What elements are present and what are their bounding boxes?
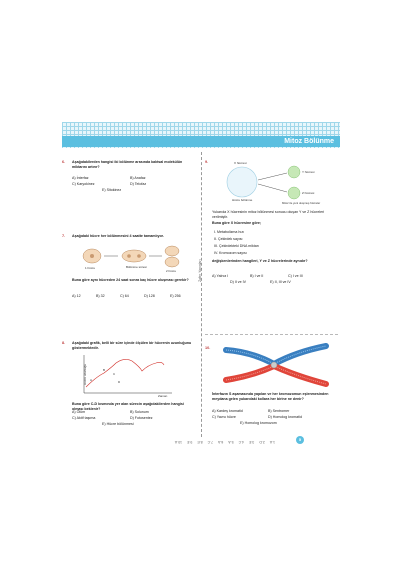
- option-e[interactable]: E) Sitokinez: [102, 188, 122, 192]
- answer-8: 8.E: [197, 440, 203, 444]
- answer-4: 4.C: [238, 440, 245, 444]
- mitosis-figure: [212, 160, 337, 212]
- arrow-to-y: [258, 173, 287, 180]
- question-prompt: İnterfazın S aşamasında yapılan ve her kromozomun eşlenmesinden meydana gelen yukarıdaki kollara her birine ne denir?: [212, 392, 329, 401]
- y-axis-label: Hücre uzunluğu: [83, 363, 87, 385]
- point-c: C: [113, 372, 116, 376]
- item-1: I. Metabolizma hızı: [214, 230, 245, 234]
- answer-10: 10.A: [174, 440, 183, 444]
- option-a[interactable]: A) Yalnız I: [212, 274, 229, 278]
- daughter-cell: [165, 246, 179, 256]
- answer-9: 9.E: [187, 440, 193, 444]
- question-lead: Buna göre X hücresine göre;: [212, 221, 262, 225]
- answer-1: 1.A: [269, 440, 275, 444]
- question-text: Aşağıdaki hücre her bölünmesini 4 saatte tamamlıyor.: [72, 234, 164, 238]
- option-c[interactable]: C) I ve III: [288, 274, 303, 278]
- option-a[interactable]: A) 12: [72, 294, 81, 298]
- centromere: [271, 362, 277, 368]
- daughter-cell: [165, 257, 179, 267]
- answer-7: 7.C: [207, 440, 214, 444]
- label-two-cells: 2 hücre: [166, 269, 177, 273]
- x-axis-label: Zaman: [158, 394, 168, 397]
- answer-5: 5.A: [228, 440, 234, 444]
- question-number: 9.: [205, 160, 209, 164]
- label-y: Y hücresi: [302, 170, 315, 174]
- cell-length-graph: [76, 353, 176, 397]
- option-b[interactable]: B) Solunum: [130, 410, 149, 414]
- option-a[interactable]: A) Ölüm: [72, 410, 86, 414]
- option-d[interactable]: D) Telofaz: [130, 182, 147, 186]
- nucleus: [137, 254, 141, 258]
- cell-division-figure: [82, 243, 192, 275]
- question-number: 8.: [62, 341, 66, 345]
- question-prompt: Buna göre aynı hücreden 24 saat sonra kaç hücre oluşması gerekir?: [72, 278, 189, 282]
- page-number-badge: 5: [296, 436, 304, 444]
- chromosome-figure: [222, 342, 332, 390]
- nucleus: [90, 254, 94, 258]
- option-d[interactable]: D) 128: [144, 294, 155, 298]
- page-title: Mitoz Bölünme: [284, 138, 334, 145]
- publisher-side-label: Zafer Yayınları: [198, 259, 202, 282]
- question-number: 6.: [62, 160, 66, 164]
- z-cell: [288, 187, 300, 199]
- point-a: A: [90, 378, 93, 382]
- option-c[interactable]: C) Karyokinez: [72, 182, 95, 186]
- option-b[interactable]: B) Sentromer: [268, 409, 290, 413]
- label-cell-division: Hücre bölünme: [232, 198, 253, 202]
- item-4: IV. Kromozom sayısı: [214, 251, 247, 255]
- point-b: B: [103, 368, 106, 372]
- option-c[interactable]: C) Aktif taşıma: [72, 416, 96, 420]
- x-cell: [227, 167, 257, 197]
- label-x: X hücresi: [234, 161, 247, 165]
- option-e[interactable]: E) Hücre bölünmesi: [102, 422, 134, 426]
- option-d[interactable]: D) II ve IV: [230, 280, 246, 284]
- label-new-cells: Mitoz ile yeni oluşmuş hücreler: [282, 201, 321, 205]
- y-cell: [288, 166, 300, 178]
- answer-2: 2.D: [259, 440, 265, 444]
- worksheet: [62, 152, 340, 452]
- answer-3: 3.E: [249, 440, 255, 444]
- item-2: II. Çekirdek sayısı: [214, 237, 243, 241]
- option-b[interactable]: B) I ve II: [250, 274, 264, 278]
- option-e[interactable]: E) II, III ve IV: [270, 280, 291, 284]
- point-d: D: [118, 380, 121, 384]
- option-c[interactable]: C) 64: [120, 294, 129, 298]
- question-prompt: değişkenlerinden hangileri, Y ve Z hücrelerinde aynıdır?: [212, 259, 308, 263]
- question-text: Aşağıdakilerden hangisi iki bölünme arasında kalıtsal molekülün miktarını artırır?: [72, 160, 183, 169]
- question-text: Yukarıda X hücresinin mitoz bölünmesi sonucu oluşan Y ve Z hücreleri verilmiştir.: [212, 210, 325, 219]
- section-separator: [205, 334, 338, 335]
- label-z: Z hücresi: [302, 191, 315, 195]
- growth-curve: [86, 359, 164, 387]
- option-e[interactable]: E) Homolog kromozom: [240, 421, 277, 425]
- dividing-cell: [122, 250, 146, 262]
- option-c[interactable]: C) Yavru hücre: [212, 415, 236, 419]
- option-d[interactable]: D) Homolog kromatid: [268, 415, 302, 419]
- question-number: 7.: [62, 234, 66, 238]
- option-b[interactable]: B) 32: [96, 294, 105, 298]
- nucleus: [127, 254, 131, 258]
- answer-6: 6.A: [218, 440, 224, 444]
- option-a[interactable]: A) İnterfaz: [72, 176, 89, 180]
- blue-chromatid: [226, 346, 326, 364]
- label-division-time: Bölünme süresi: [126, 265, 147, 269]
- item-3: III. Çekirdekteki DNA miktarı: [214, 244, 259, 248]
- arrow-to-z: [258, 184, 287, 192]
- column-divider: [201, 152, 202, 437]
- red-chromatid: [226, 366, 326, 384]
- question-prompt: Buna göre C-D kısmında yer alan sürecin aşağıdakilerden hangisi olması beklenir?: [72, 402, 184, 411]
- label-one-cell: 1 hücre: [85, 266, 96, 270]
- option-a[interactable]: A) Kardeş kromatid: [212, 409, 243, 413]
- option-b[interactable]: B) Anafaz: [130, 176, 146, 180]
- answer-key: [125, 436, 275, 444]
- question-number: 10.: [205, 346, 211, 350]
- question-text: Aşağıdaki grafik, belli bir süre içinde ölçülen bir hücrenin uzunluğunu göstermektedir.: [72, 341, 192, 350]
- option-e[interactable]: E) 256: [170, 294, 181, 298]
- option-d[interactable]: D) Fotosentez: [130, 416, 153, 420]
